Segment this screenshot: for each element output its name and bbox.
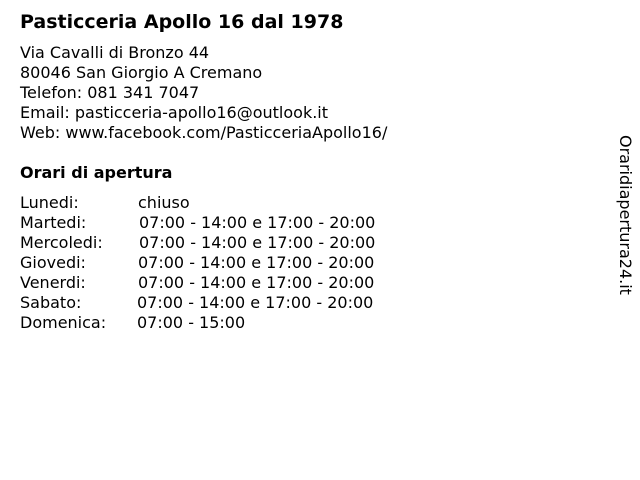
address-street: Via Cavalli di Bronzo 44 <box>20 43 210 62</box>
hours-row-wednesday <box>20 233 440 253</box>
day-hours: 07:00 - 14:00 e 17:00 - 20:00 <box>137 293 374 312</box>
business-name: Pasticceria Apollo 16 dal 1978 <box>20 11 344 33</box>
day-label: Martedi: <box>20 213 87 232</box>
phone-number: Telefon: 081 341 7047 <box>20 83 200 102</box>
hours-row-monday <box>20 193 440 213</box>
email-address: Email: pasticceria-apollo16@outlook.it <box>20 103 329 122</box>
website-url: Web: www.facebook.com/PasticceriaApollo16/ <box>20 123 388 142</box>
day-label: Sabato: <box>20 293 82 312</box>
day-label: Lunedi: <box>20 193 79 212</box>
hours-row-saturday <box>20 293 440 313</box>
day-hours: 07:00 - 14:00 e 17:00 - 20:00 <box>139 233 376 252</box>
opening-hours-list <box>20 193 440 333</box>
opening-hours-title: Orari di apertura <box>20 163 173 182</box>
hours-row-sunday <box>20 313 440 333</box>
hours-row-friday <box>20 273 440 293</box>
day-hours: 07:00 - 15:00 <box>137 313 246 332</box>
day-label: Domenica: <box>20 313 107 332</box>
day-label: Venerdi: <box>20 273 86 292</box>
contact-info <box>20 43 387 143</box>
day-hours: 07:00 - 14:00 e 17:00 - 20:00 <box>138 253 375 272</box>
day-hours: chiuso <box>138 193 190 212</box>
day-hours: 07:00 - 14:00 e 17:00 - 20:00 <box>138 273 375 292</box>
address-city: 80046 San Giorgio A Cremano <box>20 63 263 82</box>
day-hours: 07:00 - 14:00 e 17:00 - 20:00 <box>139 213 376 232</box>
day-label: Giovedi: <box>20 253 86 272</box>
site-watermark: Oraridiapertura24.it <box>616 135 635 295</box>
day-label: Mercoledi: <box>20 233 103 252</box>
hours-row-tuesday <box>20 213 440 233</box>
hours-row-thursday <box>20 253 440 273</box>
